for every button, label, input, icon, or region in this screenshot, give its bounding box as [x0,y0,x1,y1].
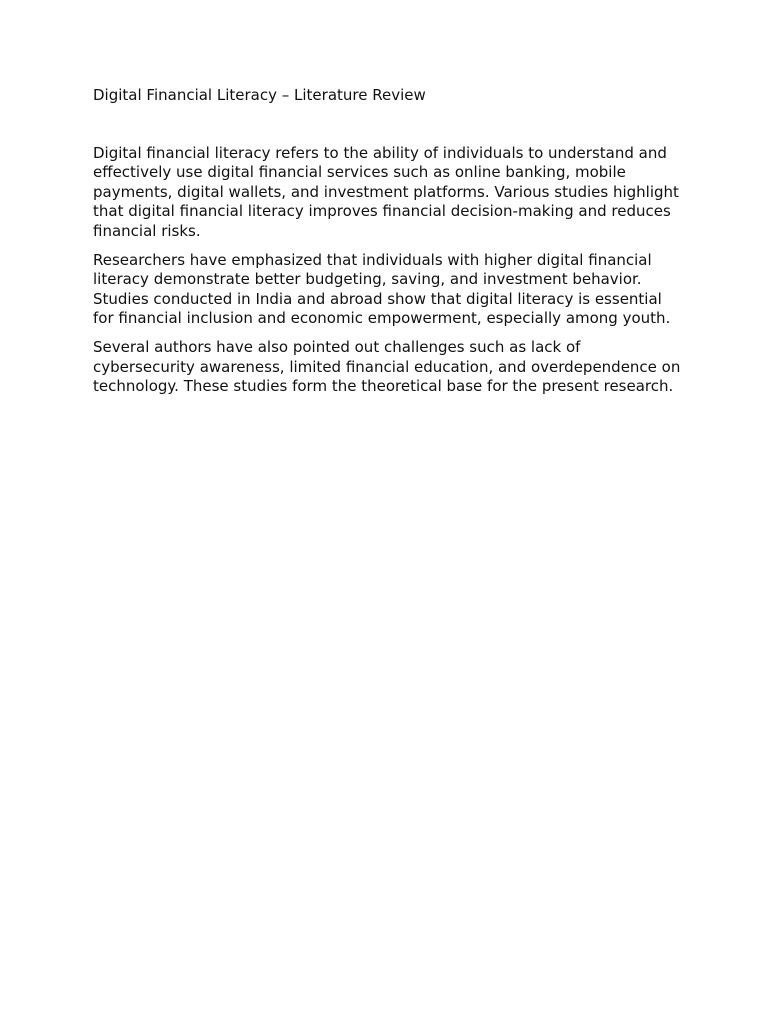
paragraph-challenges: Several authors have also pointed out challenges such as lack of cybersecurity awareness, limited financial education, and overdependence on technology. These studies form the theoretical base for the present research. [93,337,681,396]
paragraph-research-findings: Researchers have emphasized that individuals with higher digital financial literacy demonstrate better budgeting, saving, and investment behavior. Studies conducted in India and abroad show that digital literacy is essential for financial inclusion and economic empowerment, especially among youth. [93,250,671,328]
document-title: Digital Financial Literacy – Literature Review [93,86,426,104]
document-body [93,86,683,406]
paragraph-definition: Digital financial literacy refers to the ability of individuals to understand and effectively use digital financial services such as online banking, mobile payments, digital wallets, and investment platforms. Various studies highlight that digital financial literacy improves financial decision-making and reduces financial risks. [93,143,679,240]
